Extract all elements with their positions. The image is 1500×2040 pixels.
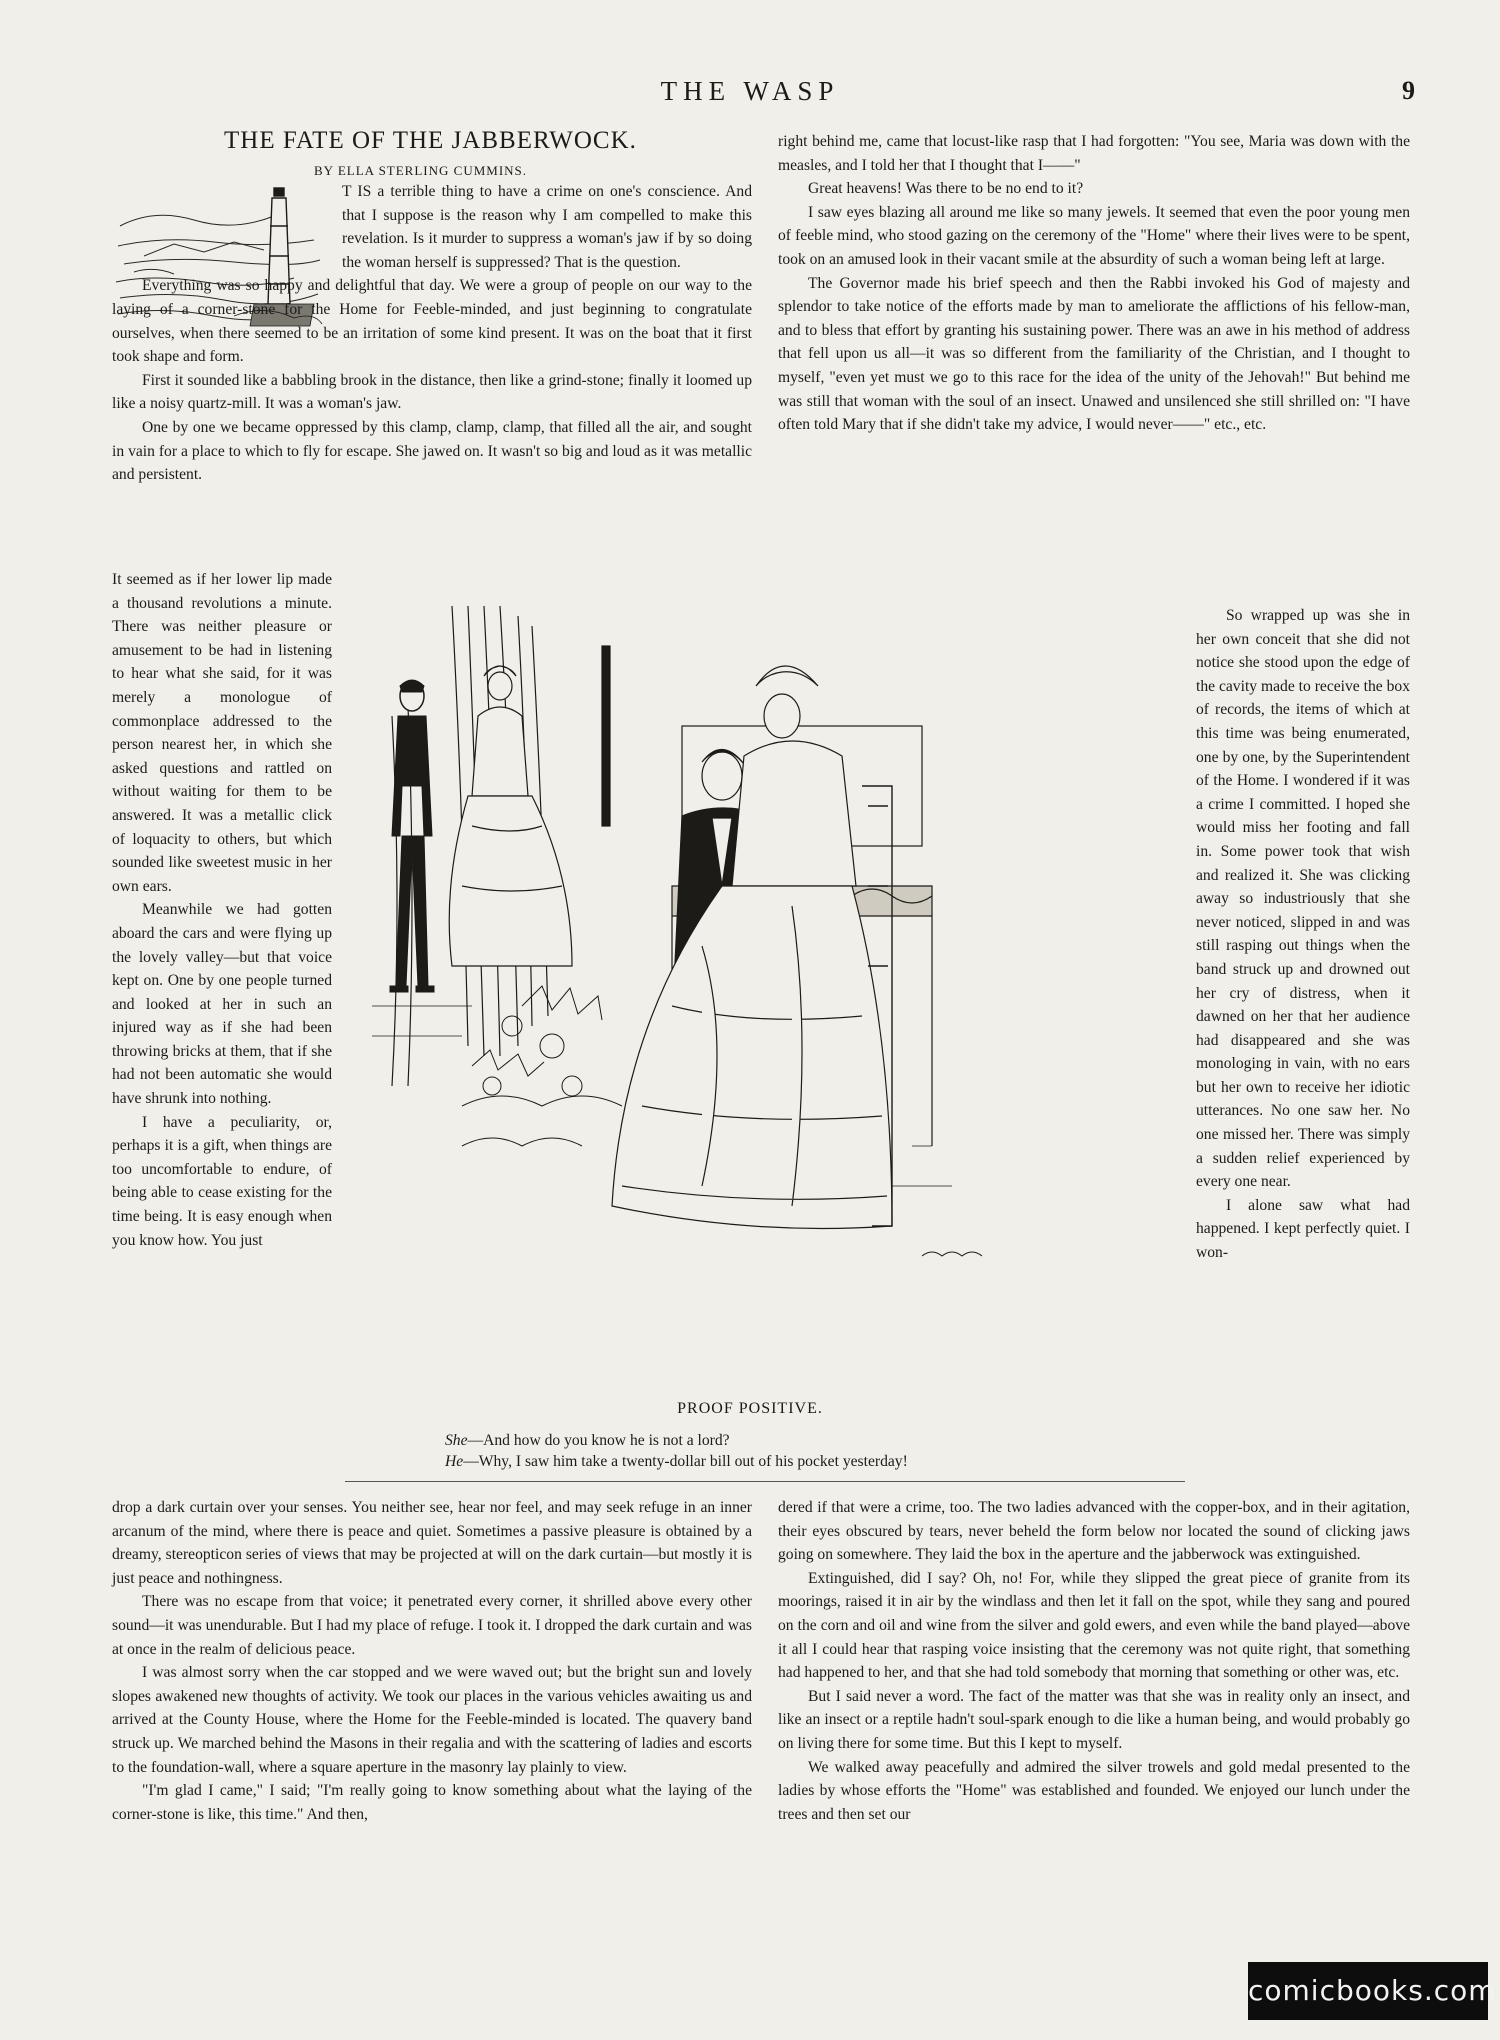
caption-line: —And how do you know he is not a lord? bbox=[467, 1432, 730, 1449]
paragraph: First it sounded like a babbling brook in the distance, then like a grind-stone; finally it loomed up like a noisy quartz-mill. It was a woman's jaw. bbox=[112, 371, 752, 413]
illustration-caption-title: PROOF POSITIVE. bbox=[677, 1400, 823, 1417]
column-top-right bbox=[778, 130, 1410, 437]
article-byline: BY ELLA STERLING CUMMINS. bbox=[314, 163, 528, 178]
paragraph: T IS a terrible thing to have a crime on one's conscience. And that I suppose is the reason why I am compelled to make this revelation. Is it murder to suppress a woman's jaw if by so doing the woman herself is suppressed? That is the question. bbox=[342, 183, 752, 271]
paragraph: Meanwhile we had gotten aboard the cars and were flying up the lovely valley—but that voice kept on. One by one people turned and looked at her in such an injured way as if she had been throwing bricks at them, that if she had not been automatic she would have shrunk into nothing. bbox=[112, 901, 332, 1108]
paragraph: right behind me, came that locust-like rasp that I had forgotten: "You see, Maria was down with the measles, and I told her that I thought that I——" bbox=[778, 133, 1410, 174]
caption-speaker: She bbox=[445, 1432, 468, 1449]
paragraph: The Governor made his brief speech and then the Rabbi invoked his God of majesty and splendor to take notice of the efforts made by man to ameliorate the afflictions of his fellow-man, and to bless that effort by granting his sustaining power. There was an awe in his method of address that fell upon us all—it was so different from the familiarity of the Christian, and I thought to myself, "even yet must we go to this race for the idea of the unity of the Jehovah!" But behind me was still that woman with the soul of an insect. Unawed and unsilenced she still shrilled on: "I have often told Mary that if she didn't take my advice, I would never——" etc., etc. bbox=[778, 274, 1410, 434]
paragraph: I was almost sorry when the car stopped and we were waved out; but the bright sun and lovely slopes awakened new thoughts of activity. We took our places in the various vehicles awaiting us and arrived at the County House, where the Home for the Feeble-minded is located. The quavery band struck up. We marched behind the Masons in their regalia and with the scattering of ladies and escorts to the foundation-wall, where a square aperture in the masonry lay plainly to view. bbox=[112, 1664, 752, 1776]
illustration-caption bbox=[445, 1430, 908, 1472]
paragraph: We walked away peacefully and admired the silver trowels and gold medal presented to the ladies by whose efforts the "Home" was established and founded. We enjoyed our lunch under the trees and then set our bbox=[778, 1758, 1410, 1823]
page-number: 9 bbox=[1402, 76, 1415, 105]
paragraph: There was no escape from that voice; it penetrated every corner, it shrilled above every other sound—it was unendurable. But I had my place of refuge. I took it. I dropped the dark curtain and was at once in the realm of delicious peace. bbox=[112, 1593, 752, 1658]
caption-line: —Why, I saw him take a twenty-dollar bill out of his pocket yesterday! bbox=[463, 1453, 908, 1470]
paragraph: Great heavens! Was there to be no end to it? bbox=[808, 180, 1084, 198]
paragraph: So wrapped up was she in her own conceit that she did not notice she stood upon the edge of the cavity made to receive the box of records, the items of which at this time was being enumerated, one by one, by the Superintendent of the Home. I wondered if it was a crime I committed. I hoped she would miss her footing and fall in. Some power took that wish and realized it. She was clicking away so industriously that she never noticed, slipped in and was still rasping out things when the band struck up and drowned out her cry of distress, when it dawned on her that her audience had disappeared and she was monologing in vain, with no ears but her own to receive her idiotic utterances. No one saw her. No one missed her. There was simply a sudden relief experienced by every one near. bbox=[1196, 607, 1410, 1191]
column-narrow-left bbox=[112, 568, 332, 1252]
article-title: THE FATE OF THE JABBERWOCK. bbox=[224, 127, 637, 154]
paragraph: Everything was so happy and delightful that day. We were a group of people on our way to the laying of a corner-stone for the Home for Feeble-minded, and just beginning to congratulate ourselves, when there seemed to be an irritation of some kind present. It was on the boat that it first took shape and form. bbox=[112, 277, 752, 366]
caption-divider bbox=[345, 1481, 1185, 1482]
illustration-drawing-room bbox=[372, 586, 1160, 1396]
column-bottom-left bbox=[112, 1496, 752, 1826]
paragraph: drop a dark curtain over your senses. You neither see, hear nor feel, and may seek refuge in an inner arcanum of the mind, where there is peace and quiet. Sometimes a passive pleasure is obtained by a dreamy, stereopticon series of views that may be projected at will on the dark curtain—but mostly it is just peace and nothingness. bbox=[112, 1499, 752, 1587]
paragraph: One by one we became oppressed by this clamp, clamp, clamp, that filled all the air, and sought in vain for a place to which to fly for escape. She jawed on. It wasn't so big and loud as it was metallic and persistent. bbox=[112, 418, 752, 484]
paragraph: It seemed as if her lower lip made a thousand revolutions a minute. There was neither pleasure or amusement to be had in listening to hear what she said, for it was merely a monologue of commonplace addressed to the person nearest her, in which she asked questions and rattled on without waiting for them to be answered. It was a metallic click of loquacity to others, but which sounded like sweetest music in her own ears. bbox=[112, 571, 332, 895]
column-bottom-right bbox=[778, 1496, 1410, 1826]
paragraph: I saw eyes blazing all around me like so many jewels. It seemed that even the poor young men of feeble mind, who stood gazing on the ceremony of the "Home" where their lives were to be spent, took on an amused look in their vacant smile at the absurdity of such a woman being left at large. bbox=[778, 203, 1410, 268]
column-top-left bbox=[112, 180, 752, 487]
running-head: THE WASP bbox=[660, 76, 840, 106]
paragraph: But I said never a word. The fact of the matter was that she was in reality only an insect, and like an insect or a reptile hadn't soul-spark enough to die like a human being, and would probably go on living there for some time. But this I kept to myself. bbox=[778, 1687, 1410, 1752]
paragraph: I have a peculiarity, or, perhaps it is a gift, when things are too uncomfortable to endure, of being able to cease existing for the time being. It is easy enough when you know how. You just bbox=[112, 1113, 332, 1249]
watermark: comicbooks.com bbox=[1248, 1962, 1488, 2020]
caption-speaker: He bbox=[445, 1453, 464, 1470]
paragraph: dered if that were a crime, too. The two ladies advanced with the copper-box, and in their agitation, their eyes obscured by tears, never beheld the form below nor located the sound of clicking jaws going on somewhere. They laid the box in the aperture and the jabberwock was extinguished. bbox=[778, 1499, 1410, 1564]
paragraph: Extinguished, did I say? Oh, no! For, while they slipped the great piece of granite from its moorings, raised it in air by the windlass and then let it fall on the spot, while they sang and poured on the corn and oil and wine from the silver and gold ewers, and even while the band played—above it all I could hear that rasping voice insisting that the ceremony was not quite right, that something had happened to her, and that she had told somebody that morning that something or other was, etc. bbox=[778, 1569, 1410, 1682]
paragraph: I alone saw what had happened. I kept perfectly quiet. I won- bbox=[1196, 1196, 1410, 1262]
column-narrow-right bbox=[1196, 604, 1410, 1265]
paragraph: "I'm glad I came," I said; "I'm really going to know something about what the laying of the corner-stone is like, this time." And then, bbox=[112, 1782, 752, 1823]
